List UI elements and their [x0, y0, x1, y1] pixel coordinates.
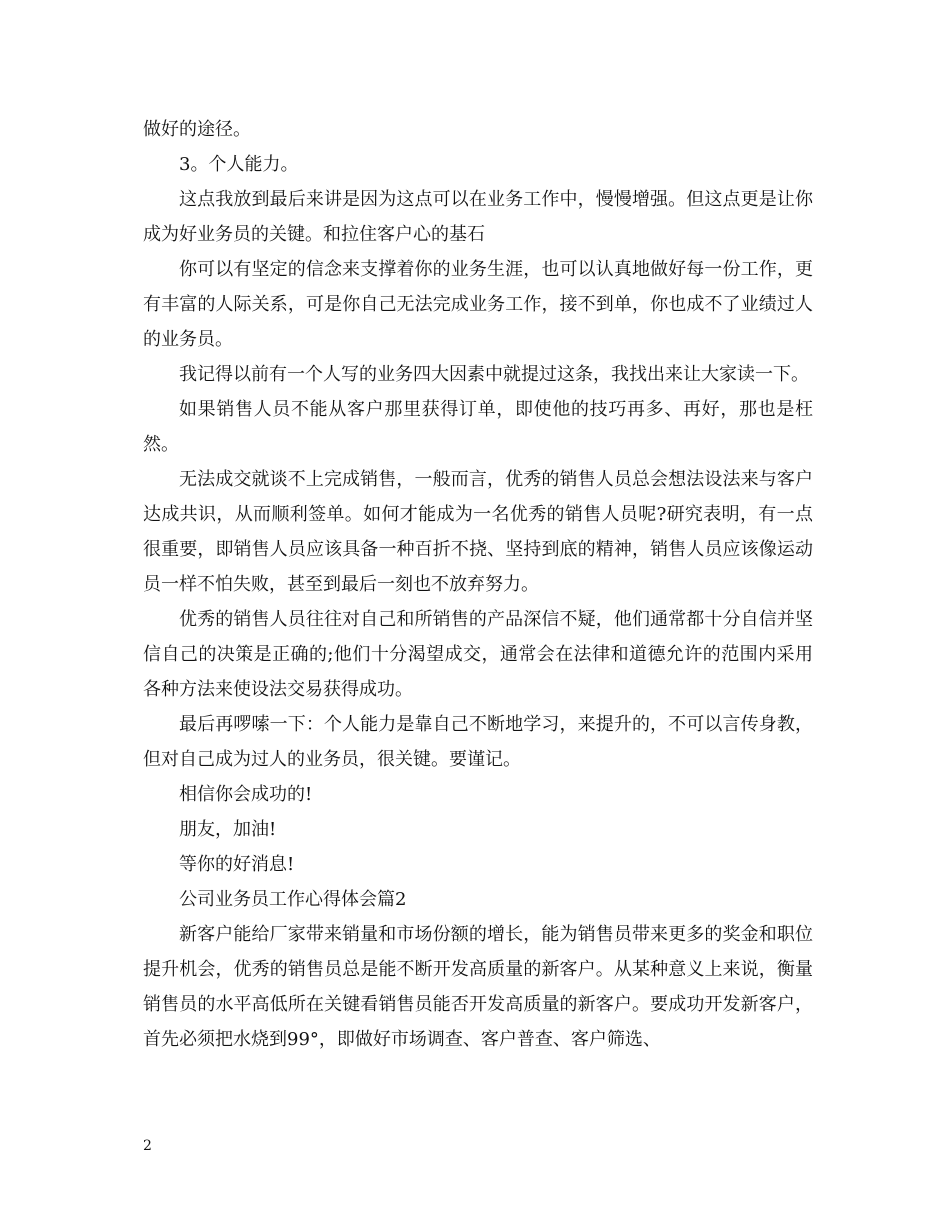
paragraph: 我记得以前有一个人写的业务四大因素中就提过这条，我找出来让大家读一下。	[179, 364, 809, 385]
paragraph: 相信你会成功的!	[179, 784, 313, 805]
paragraph: 这点我放到最后来讲是因为这点可以在业务工作中，慢慢增强。但这点更是让你成为好业务员的关键。和拉住客户心的基石	[143, 189, 813, 245]
paragraph: 如果销售人员不能从客户那里获得订单，即使他的技巧再多、再好，那也是枉然。	[143, 399, 813, 455]
paragraph: 朋友，加油!	[179, 819, 277, 840]
paragraph: 做好的途径。	[143, 119, 251, 140]
paragraph: 优秀的销售人员往往对自己和所销售的产品深信不疑，他们通常都十分自信并坚信自己的决策是正确的;他们十分渴望成交，通常会在法律和道德允许的范围内采用各种方法来使设法交易获得成功。	[143, 609, 813, 700]
paragraph: 无法成交就谈不上完成销售，一般而言，优秀的销售人员总会想法设法来与客户达成共识，从而顺利签单。如何才能成为一名优秀的销售人员呢?研究表明，有一点很重要，即销售人员应该具备一种百折不挠、坚持到底的精神，销售人员应该像运动员一样不怕失败，甚至到最后一刻也不放弃努力。	[143, 469, 813, 595]
paragraph: 3。个人能力。	[179, 154, 299, 175]
paragraph: 最后再啰嗦一下：个人能力是靠自己不断地学习，来提升的，不可以言传身教，但对自己成为过人的业务员，很关键。要谨记。	[143, 714, 813, 770]
page-number: 2	[143, 1138, 152, 1154]
paragraph: 你可以有坚定的信念来支撑着你的业务生涯，也可以认真地做好每一份工作，更有丰富的人际关系，可是你自己无法完成业务工作，接不到单，你也成不了业绩过人的业务员。	[143, 259, 813, 350]
section-heading: 公司业务员工作心得体会篇2	[179, 889, 407, 910]
document-body	[143, 112, 813, 1057]
paragraph: 新客户能给厂家带来销量和市场份额的增长，能为销售员带来更多的奖金和职位提升机会，优秀的销售员总是能不断开发高质量的新客户。从某种意义上来说，衡量销售员的水平高低所在关键看销售员能否开发高质量的新客户。要成功开发新客户，首先必须把水烧到99°，即做好市场调查、客户普查、客户筛选、	[143, 924, 813, 1050]
paragraph: 等你的好消息!	[179, 854, 295, 875]
